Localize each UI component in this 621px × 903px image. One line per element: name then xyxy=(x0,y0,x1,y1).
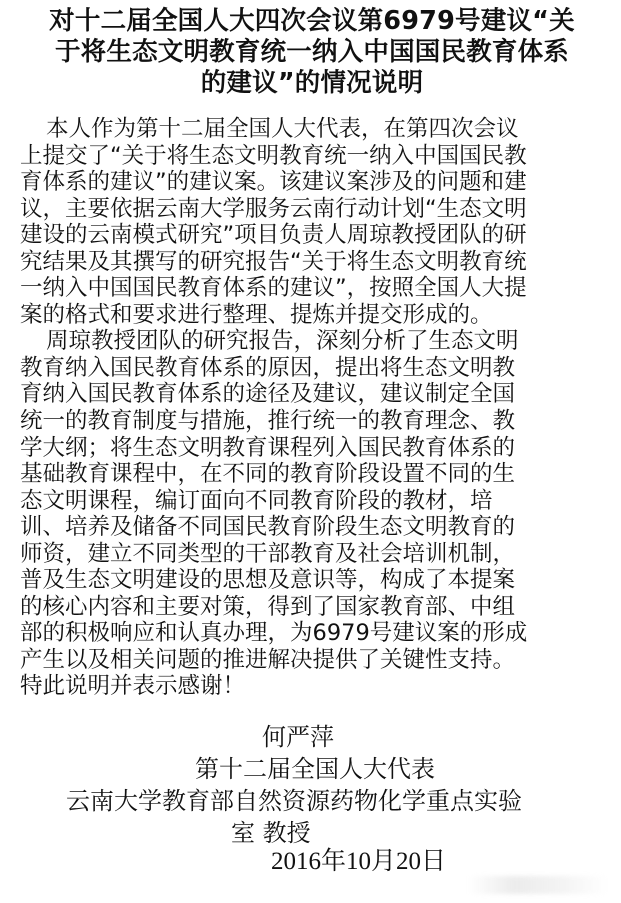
document-title xyxy=(14,6,610,99)
paragraph-2-line: 训、培养及储备不同国民教育阶段生态文明教育的 xyxy=(20,514,516,541)
signature-role: 第十二届全国人大代表 xyxy=(195,755,435,783)
paragraph-2-line: 基础教育课程中，在不同的教育阶段设置不同的生 xyxy=(20,461,516,488)
paragraph-2-line: 态文明课程，编订面向不同教育阶段的教材，培 xyxy=(20,487,493,514)
paragraph-1-line: 一纳入中国国民教育体系的建议”，按照全国人大提 xyxy=(20,275,527,302)
signature-organization: 云南大学教育部自然资源药物化学重点实验 xyxy=(66,787,522,815)
document-body xyxy=(20,116,605,700)
paragraph-2-line: 统一的教育制度与措施，推行统一的教育理念、教 xyxy=(20,408,516,435)
title-line: 对十二届全国人大四次会议第6979号建议“关 xyxy=(49,6,575,36)
paragraph-2-line: 教育纳入国民教育体系的原因，提出将生态文明教 xyxy=(20,354,516,381)
paragraph-2-line: 普及生态文明建设的思想及意识等，构成了本提案 xyxy=(20,567,516,594)
paragraph-1-line: 案的格式和要求进行整理、提炼并提交形成的。 xyxy=(20,301,493,328)
paragraph-1-line: 本人作为第十二届全国人大代表，在第四次会议 xyxy=(46,116,519,142)
paragraph-1-line: 育体系的建议”的建议案。该建议案涉及的问题和建 xyxy=(20,169,527,196)
paragraph-1-line: 议，主要依据云南大学服务云南行动计划“生态文明 xyxy=(20,195,527,222)
paragraph-2-line: 师资，建立不同类型的干部教育及社会培训机制， xyxy=(20,540,516,567)
paragraph-2-line: 产生以及相关问题的推进解决提供了关键性支持。 xyxy=(20,646,516,673)
paragraph-2-line: 周琼教授团队的研究报告，深刻分析了生态文明 xyxy=(46,328,519,355)
paragraph-2-line: 学大纲；将生态文明教育课程列入国民教育体系的 xyxy=(20,434,516,461)
paragraph-1-line: 究结果及其撰写的研究报告“关于将生态文明教育统 xyxy=(20,248,527,275)
paragraph-1-line: 建设的云南模式研究”项目负责人周琼教授团队的研 xyxy=(20,222,527,249)
faint-watermark xyxy=(468,876,608,894)
paragraph-2-line: 的核心内容和主要对策，得到了国家教育部、中组 xyxy=(20,593,516,620)
title-line: 的建议”的情况说明 xyxy=(200,68,424,98)
paragraph-1-line: 上提交了“关于将生态文明教育统一纳入中国国民教 xyxy=(20,142,527,169)
paragraph-2-line: 部的积极响应和认真办理，为6979号建议案的形成 xyxy=(20,620,528,647)
paragraph-2-line: 育纳入国民教育体系的途径及建议，建议制定全国 xyxy=(20,381,516,408)
signature-organization-continued: 室 教授 xyxy=(231,819,311,847)
title-line: 于将生态文明教育统一纳入中国国民教育体系 xyxy=(54,37,569,67)
closing-line: 特此说明并表示感谢！ xyxy=(20,673,246,700)
signature-name: 何严萍 xyxy=(262,723,334,751)
signature-date: 2016年10月20日 xyxy=(271,848,447,875)
